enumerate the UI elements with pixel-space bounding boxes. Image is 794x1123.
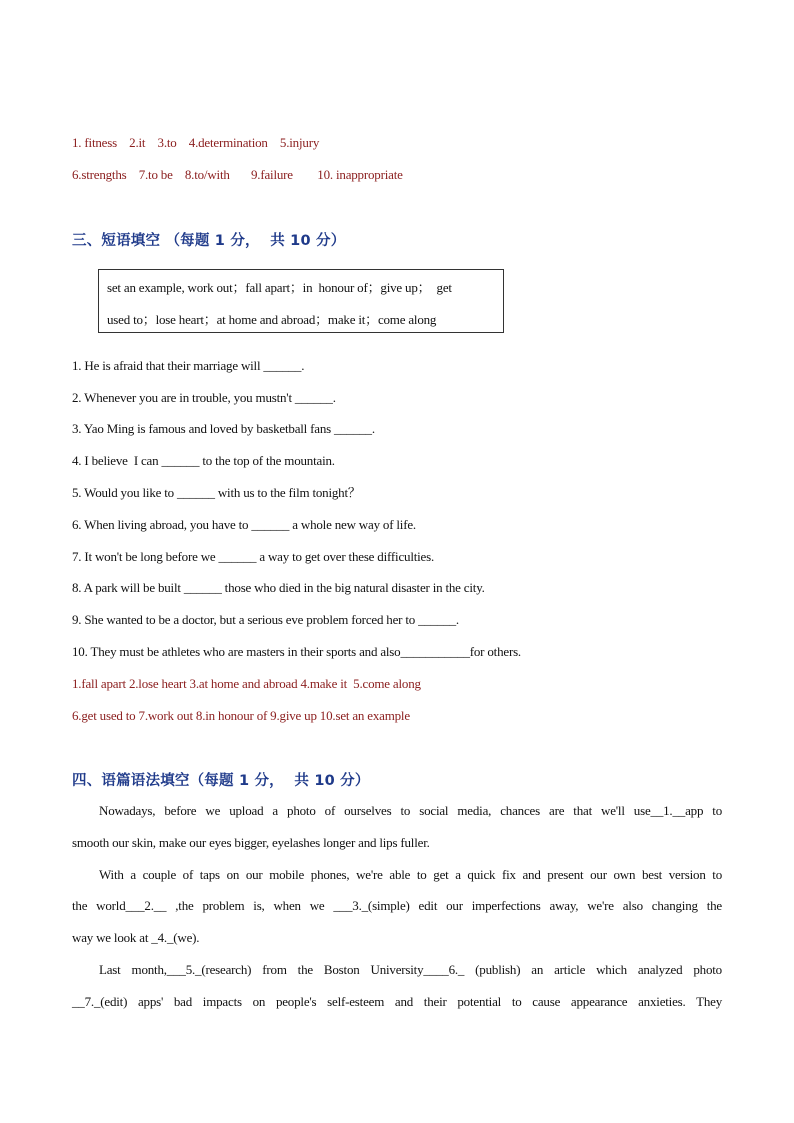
question-2: 2. Whenever you are in trouble, you mustn't ______. (72, 390, 336, 405)
question-10: 10. They must be athletes who are masters in their sports and also___________for others. (72, 644, 521, 659)
passage-p1-line-2: smooth our skin, make our eyes bigger, eyelashes longer and lips fuller. (72, 835, 430, 850)
question-9: 9. She wanted to be a doctor, but a serious eve problem forced her to ______. (72, 612, 459, 627)
question-4: 4. I believe I can ______ to the top of the mountain. (72, 453, 335, 468)
phrase-word-box (98, 269, 504, 333)
section-3-answer-line-1: 1.fall apart 2.lose heart 3.at home and abroad 4.make it 5.come along (72, 676, 421, 691)
passage-p3-line-1: Last month,___5._(research) from the Boston University____6._ (publish) an article which analyzed photo (99, 962, 722, 977)
passage-p1-line-1: Nowadays, before we upload a photo of ourselves to social media, chances are that we'll use__1.__app to (99, 803, 722, 818)
question-7: 7. It won't be long before we ______ a way to get over these difficulties. (72, 549, 435, 564)
question-6: 6. When living abroad, you have to ______ a whole new way of life. (72, 517, 416, 532)
word-box-row-2: used to；lose heart；at home and abroad；make it；come along (107, 312, 437, 327)
question-1: 1. He is afraid that their marriage will ______. (72, 358, 305, 373)
passage-p2-line-3: way we look at _4._(we). (72, 930, 200, 945)
section-3-heading: 三、短语填空 （每题 1 分， 共 10 分） (72, 233, 346, 249)
passage-p2-line-1: With a couple of taps on our mobile phones, we're able to get a quick fix and present our own best version to (99, 867, 722, 882)
section-3-answer-line-2: 6.get used to 7.work out 8.in honour of 9.give up 10.set an example (72, 708, 410, 723)
section-4-heading: 四、语篇语法填空（每题 1 分， 共 10 分） (72, 773, 370, 789)
passage-p3-line-2: __7._(edit) apps' bad impacts on people's self-esteem and their potential to cause appearance anxieties. They (72, 994, 722, 1009)
question-8: 8. A park will be built ______ those who died in the big natural disaster in the city. (72, 580, 485, 595)
answer-line-2: 6.strengths 7.to be 8.to/with 9.failure 10. inappropriate (72, 167, 403, 182)
answer-line-1: 1. fitness 2.it 3.to 4.determination 5.injury (72, 135, 320, 150)
passage-p2-line-2: the world___2.__ ,the problem is, when we ___3._(simple) edit our imperfections away, we're also changing the (72, 898, 722, 913)
question-5: 5. Would you like to ______ with us to the film tonight？ (72, 485, 361, 500)
question-3: 3. Yao Ming is famous and loved by basketball fans ______. (72, 421, 375, 436)
word-box-row-1: set an example, work out；fall apart；in honour of；give up； get (107, 280, 452, 295)
